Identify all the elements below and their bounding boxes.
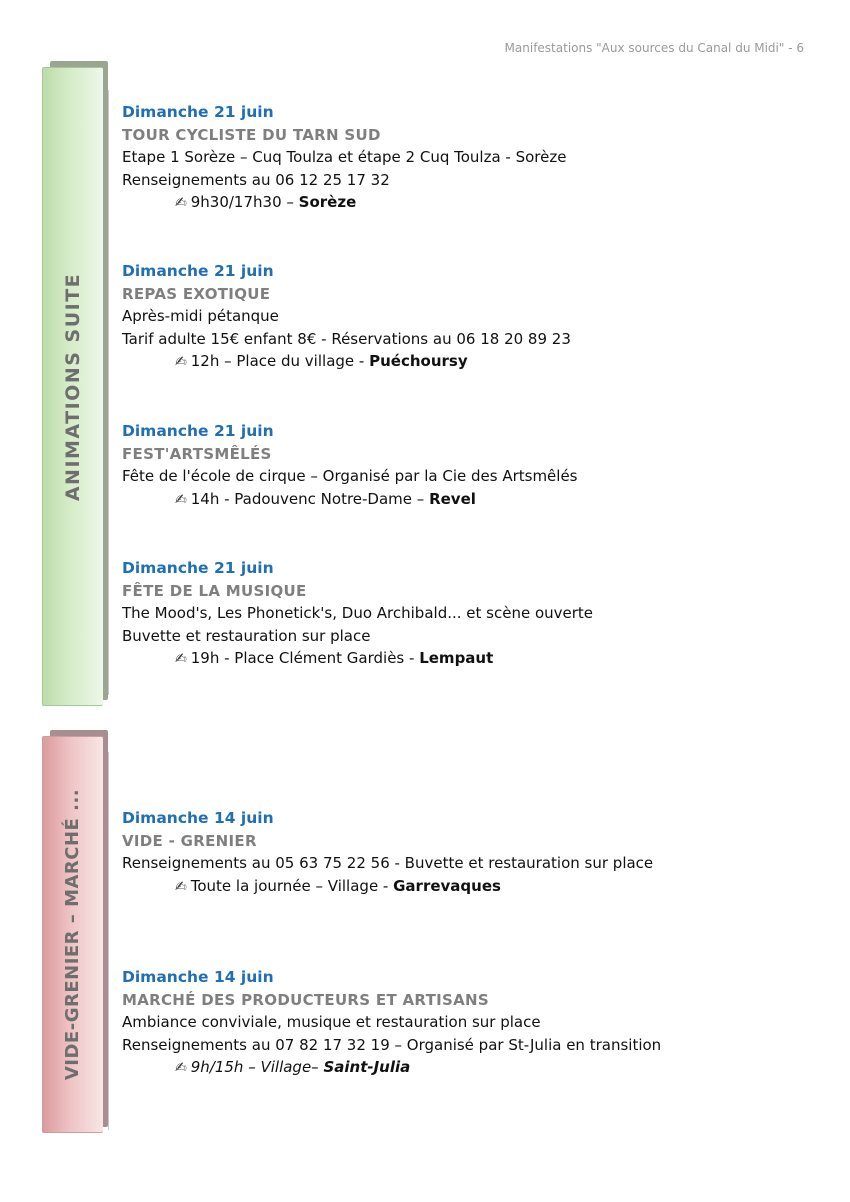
event-location xyxy=(122,647,812,671)
event-time: 9h/15h – Village– xyxy=(190,1058,324,1076)
section-divider xyxy=(108,752,109,1130)
tab-label-animations: ANIMATIONS SUITE xyxy=(62,272,85,501)
event-line: Etape 1 Sorèze – Cuq Toulza et étape 2 Cuq Toulza - Sorèze xyxy=(122,148,567,166)
event-date: Dimanche 21 juin xyxy=(122,262,274,280)
section-divider xyxy=(108,90,109,695)
event-tour-cycliste xyxy=(122,101,812,215)
hand-pointer-icon: ✍ xyxy=(175,195,187,211)
event-title: VIDE - GRENIER xyxy=(122,831,257,850)
tab-label-vide-grenier: VIDE-GRENIER – MARCHÉ ... xyxy=(62,788,84,1081)
event-location xyxy=(122,488,812,512)
event-title: FÊTE DE LA MUSIQUE xyxy=(122,581,307,600)
event-time: 14h - Padouvenc Notre-Dame – xyxy=(190,489,430,508)
section-tab-animations xyxy=(42,67,104,706)
event-fest-artsmeles xyxy=(122,420,812,511)
event-place: Garrevaques xyxy=(393,876,501,895)
event-title: REPAS EXOTIQUE xyxy=(122,284,271,303)
hand-pointer-icon: ✍ xyxy=(175,651,187,667)
event-location xyxy=(122,875,812,899)
event-location xyxy=(122,1056,812,1080)
tab-label-wrapper xyxy=(42,67,104,706)
event-location xyxy=(122,350,812,374)
event-line: The Mood's, Les Phonetick's, Duo Archibald... et scène ouverte xyxy=(122,604,594,622)
event-marche-producteurs xyxy=(122,966,812,1080)
hand-pointer-icon: ✍ xyxy=(175,1060,187,1076)
hand-pointer-icon: ✍ xyxy=(175,354,187,370)
hand-pointer-icon: ✍ xyxy=(175,491,187,508)
event-time: 9h30/17h30 – xyxy=(190,193,299,211)
event-place: Sorèze xyxy=(298,193,357,211)
event-line: Fête de l'école de cirque – Organisé par la Cie des Artsmêlés xyxy=(122,467,578,485)
event-date: Dimanche 21 juin xyxy=(122,422,274,440)
event-line: Renseignements au 07 82 17 32 19 – Organisé par St-Julia en transition xyxy=(122,1035,662,1054)
event-title: TOUR CYCLISTE DU TARN SUD xyxy=(122,125,381,144)
event-time: 19h - Place Clément Gardiès - xyxy=(190,649,420,667)
event-date: Dimanche 21 juin xyxy=(122,103,274,121)
event-title: MARCHÉ DES PRODUCTEURS ET ARTISANS xyxy=(122,990,489,1009)
event-time: Toute la journée – Village - xyxy=(190,876,394,895)
event-fete-musique xyxy=(122,557,812,671)
event-title: FEST'ARTSMÊLÉS xyxy=(122,444,272,463)
event-location xyxy=(122,191,812,215)
event-place: Lempaut xyxy=(419,649,494,667)
section-tab-vide-grenier xyxy=(42,736,104,1133)
event-line: Tarif adulte 15€ enfant 8€ - Réservations au 06 18 20 89 23 xyxy=(122,329,571,348)
event-place: Puéchoursy xyxy=(369,352,468,370)
page-header: Manifestations "Aux sources du Canal du Midi" - 6 xyxy=(504,41,804,55)
event-time: 12h – Place du village - xyxy=(190,352,370,370)
event-line: Renseignements au 05 63 75 22 56 - Buvette et restauration sur place xyxy=(122,854,654,872)
event-repas-exotique xyxy=(122,260,812,374)
event-line: Renseignements au 06 12 25 17 32 xyxy=(122,170,390,189)
tab-label-wrapper xyxy=(42,736,104,1133)
event-date: Dimanche 14 juin xyxy=(122,809,274,827)
hand-pointer-icon: ✍ xyxy=(175,878,187,895)
event-date: Dimanche 21 juin xyxy=(122,559,274,577)
event-line: Buvette et restauration sur place xyxy=(122,626,371,645)
event-line: Ambiance conviviale, musique et restauration sur place xyxy=(122,1013,541,1031)
event-line: Après-midi pétanque xyxy=(122,307,279,325)
event-vide-grenier xyxy=(122,807,812,898)
event-date: Dimanche 14 juin xyxy=(122,968,274,986)
event-place: Saint-Julia xyxy=(323,1058,411,1076)
event-place: Revel xyxy=(429,489,476,508)
